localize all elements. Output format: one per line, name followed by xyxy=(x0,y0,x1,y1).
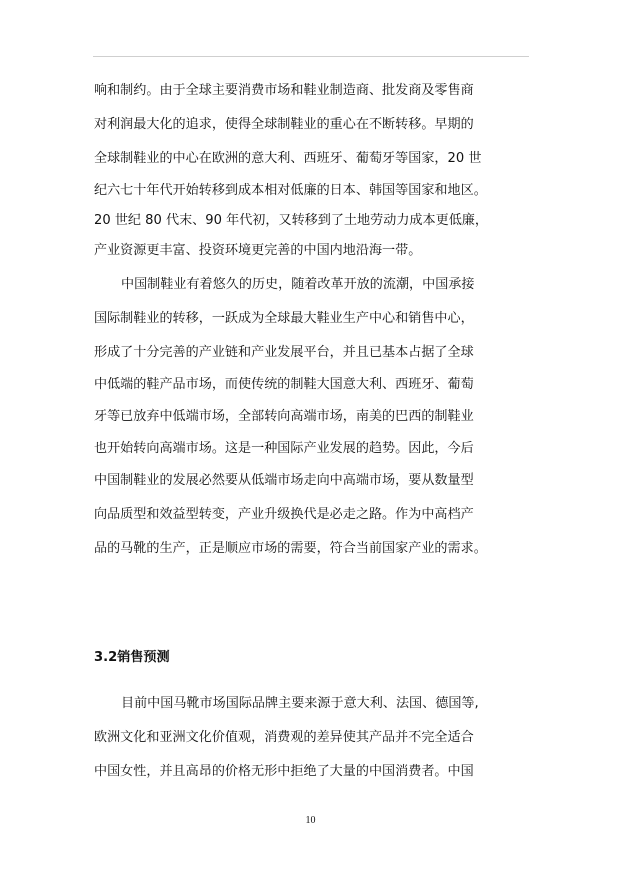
text-line: 牙等已放弃中低端市场，全部转向高端市场，南美的巴西的制鞋业 xyxy=(94,409,474,424)
text-line: 品的马靴的生产，正是顺应市场的需要，符合当前国家产业的需求。 xyxy=(94,541,487,556)
text-line: 响和制约。由于全球主要消费市场和鞋业制造商、批发商及零售商 xyxy=(94,83,474,98)
text-line: 20 世纪 80 代末、90 年代初，又转移到了土地劳动力成本更低廉， xyxy=(94,213,488,228)
text-line: 纪六七十年代开始转移到成本相对低廉的日本、韩国等国家和地区。 xyxy=(94,183,487,198)
text-line: 欧洲文化和亚洲文化价值观，消费观的差异使其产品并不完全适合 xyxy=(94,730,474,745)
text-line: 中低端的鞋产品市场，而使传统的制鞋大国意大利、西班牙、葡萄 xyxy=(94,377,474,392)
header-rule xyxy=(93,56,529,57)
text-line: 国际制鞋业的转移，一跃成为全球最大鞋业生产中心和销售中心， xyxy=(94,311,474,326)
text-line: 对利润最大化的追求，使得全球制鞋业的重心在不断转移。早期的 xyxy=(94,117,474,132)
text-line: 全球制鞋业的中心在欧洲的意大利、西班牙、葡萄牙等国家，20 世 xyxy=(94,151,482,166)
page-number: 10 xyxy=(305,815,316,826)
text-line: 也开始转向高端市场。这是一种国际产业发展的趋势。因此，今后 xyxy=(94,441,474,456)
text-line: 向品质型和效益型转变，产业升级换代是必走之路。作为中高档产 xyxy=(94,507,474,522)
text-line: 中国制鞋业的发展必然要从低端市场走向中高端市场，要从数量型 xyxy=(94,473,474,488)
text-line: 产业资源更丰富、投资环境更完善的中国内地沿海一带。 xyxy=(94,243,422,258)
text-line: 中国女性，并且高昂的价格无形中拒绝了大量的中国消费者。中国 xyxy=(94,764,474,779)
text-line: 形成了十分完善的产业链和产业发展平台，并且已基本占据了全球 xyxy=(94,345,474,360)
text-line: 中国制鞋业有着悠久的历史，随着改革开放的流潮，中国承接 xyxy=(121,277,475,292)
text-line: 目前中国马靴市场国际品牌主要来源于意大利、法国、德国等, xyxy=(121,696,479,711)
section-heading: 3.2销售预测 xyxy=(94,650,170,665)
